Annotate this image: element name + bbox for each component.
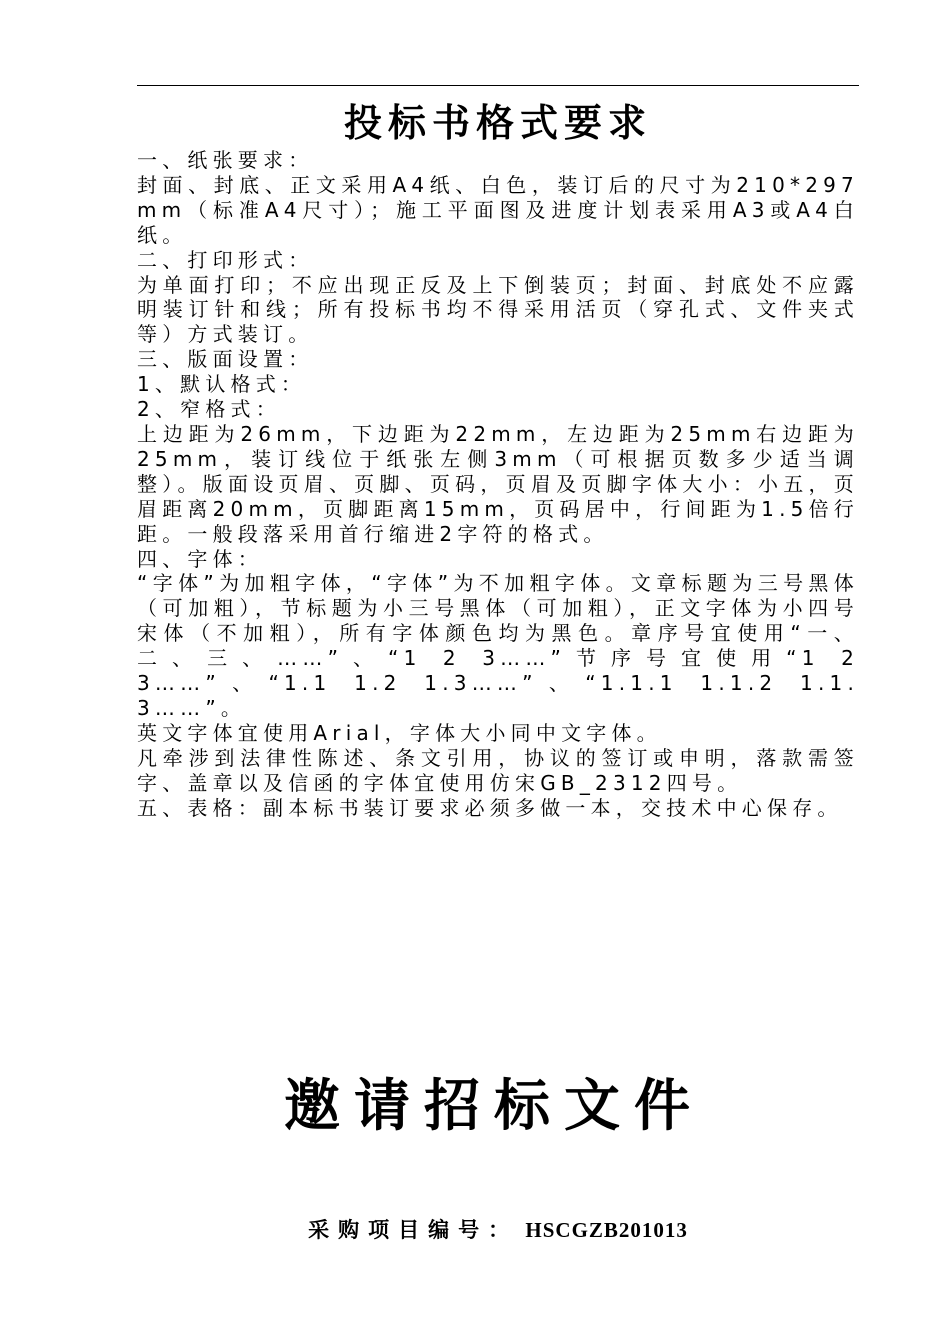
paragraph-printing: 为单面打印；不应出现正反及上下倒装页；封面、封底处不应露明装订针和线；所有投标书均不得采用活页（穿孔式、文件夹式等）方式装订。	[137, 272, 859, 347]
heading-printing: 二、打印形式：	[137, 247, 314, 272]
project-number-value: HSCGZB201013	[525, 1218, 688, 1242]
project-number-label: 采购项目编号：	[308, 1217, 519, 1242]
requirements-body	[137, 148, 859, 820]
paragraph-english-font: 英文字体宜使用Arial，字体大小同中文字体。	[137, 720, 662, 745]
heading-paper: 一、纸张要求：	[137, 148, 314, 172]
item-narrow-format: 2、窄格式：	[137, 397, 281, 422]
cover-title: 邀请招标文件	[284, 1073, 704, 1139]
paragraph-fonts: “字体”为加粗字体，“字体”为不加粗字体。文章标题为三号黑体（可加粗），节标题为小三号黑体（可加粗），正文字体为小四号宋体（不加粗），所有字体颜色均为黑色。章序号宜使用“一、二、三、……”、“1 2 3……”节序号宜使用“1 2 3……”、“1.1 1.2 1.3……”、“1.1.1 1.1.2 1.1.3……”。	[137, 571, 859, 720]
requirements-title: 投标书格式要求	[343, 101, 652, 145]
paragraph-tables: 五、表格：副本标书装订要求必须多做一本，交技术中心保存。	[137, 795, 843, 820]
paragraph-margins: 上边距为26mm，下边距为22mm，左边距为25mm右边距为25mm，装订线位于纸张左侧3mm（可根据页数多少适当调整）。版面设页眉、页脚、页码，页眉及页脚字体大小：小五，页眉距离20mm，页脚距离15mm，页码居中，行间距为1.5倍行距。一般段落采用首行缩进2字符的格式。	[137, 421, 859, 546]
heading-layout: 三、版面设置：	[137, 347, 314, 372]
project-number-line	[0, 1214, 950, 1246]
paragraph-paper: 封面、封底、正文采用A4纸、白色，装订后的尺寸为210*297mm（标准A4尺寸）；施工平面图及进度计划表采用A3或A4白纸。	[137, 172, 859, 247]
paragraph-legal-font: 凡牵涉到法律性陈述、条文引用，协议的签订或申明，落款需签字、盖章以及信函的字体宜使用仿宋GB_2312四号。	[137, 745, 859, 795]
heading-fonts: 四、字体：	[137, 546, 263, 571]
header-rule	[137, 85, 859, 86]
item-default-format: 1、默认格式：	[137, 372, 307, 397]
